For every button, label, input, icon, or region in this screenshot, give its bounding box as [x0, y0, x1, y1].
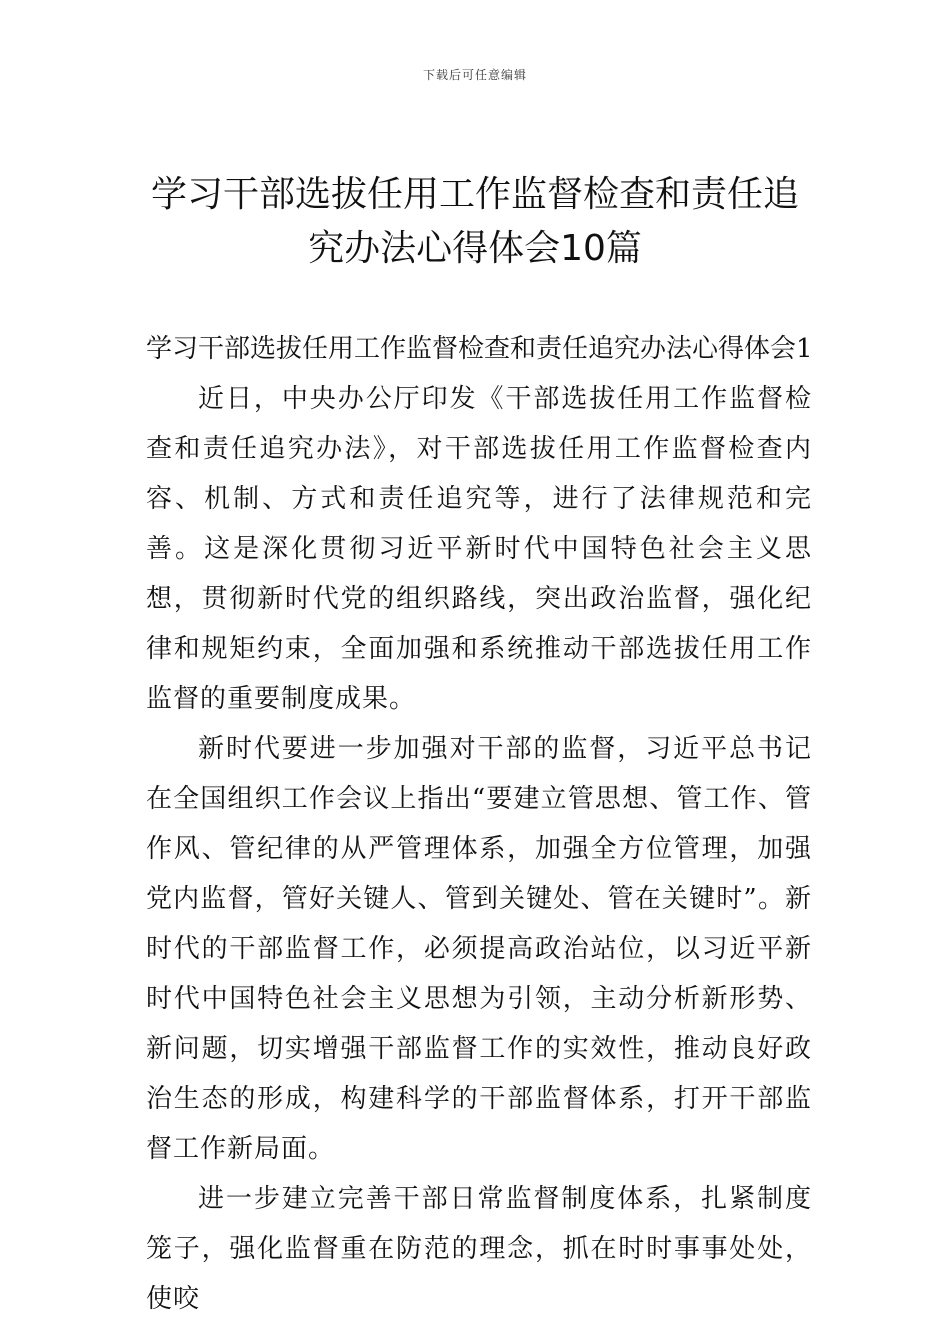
header-note: 下载后可任意编辑: [422, 68, 527, 82]
document-title: [120, 168, 830, 276]
paragraph-2: 新时代要进一步加强对干部的监督，习近平总书记在全国组织工作会议上指出“要建立管思想、管工作、管作风、管纪律的从严管理体系，加强全方位管理，加强党内监督，管好关键人、管到关键处、管在关键时”。新时代的干部监督工作，必须提高政治站位，以习近平新时代中国特色社会主义思想为引领，主动分析新形势、新问题，切实增强干部监督工作的实效性，推动良好政治生态的形成，构建科学的干部监督体系，打开干部监督工作新局面。: [146, 734, 812, 1164]
section-title: 学习干部选拔任用工作监督检查和责任追究办法心得体会1: [146, 334, 813, 364]
paragraph-3: 进一步建立完善干部日常监督制度体系，扎紧制度笼子，强化监督重在防范的理念，抓在时时事事处处，使咬: [146, 1184, 812, 1314]
title-line-2: 究办法心得体会10篇: [308, 228, 642, 269]
title-line-1: 学习干部选拔任用工作监督检查和责任追: [150, 174, 799, 215]
document-body: [146, 324, 812, 1324]
paragraph-1: 近日，中央办公厅印发《干部选拔任用工作监督检查和责任追究办法》，对干部选拔任用工作监督检查内容、机制、方式和责任追究等，进行了法律规范和完善。这是深化贯彻习近平新时代中国特色社会主义思想，贯彻新时代党的组织路线，突出政治监督，强化纪律和规矩约束，全面加强和系统推动干部选拔任用工作监督的重要制度成果。: [146, 384, 812, 714]
